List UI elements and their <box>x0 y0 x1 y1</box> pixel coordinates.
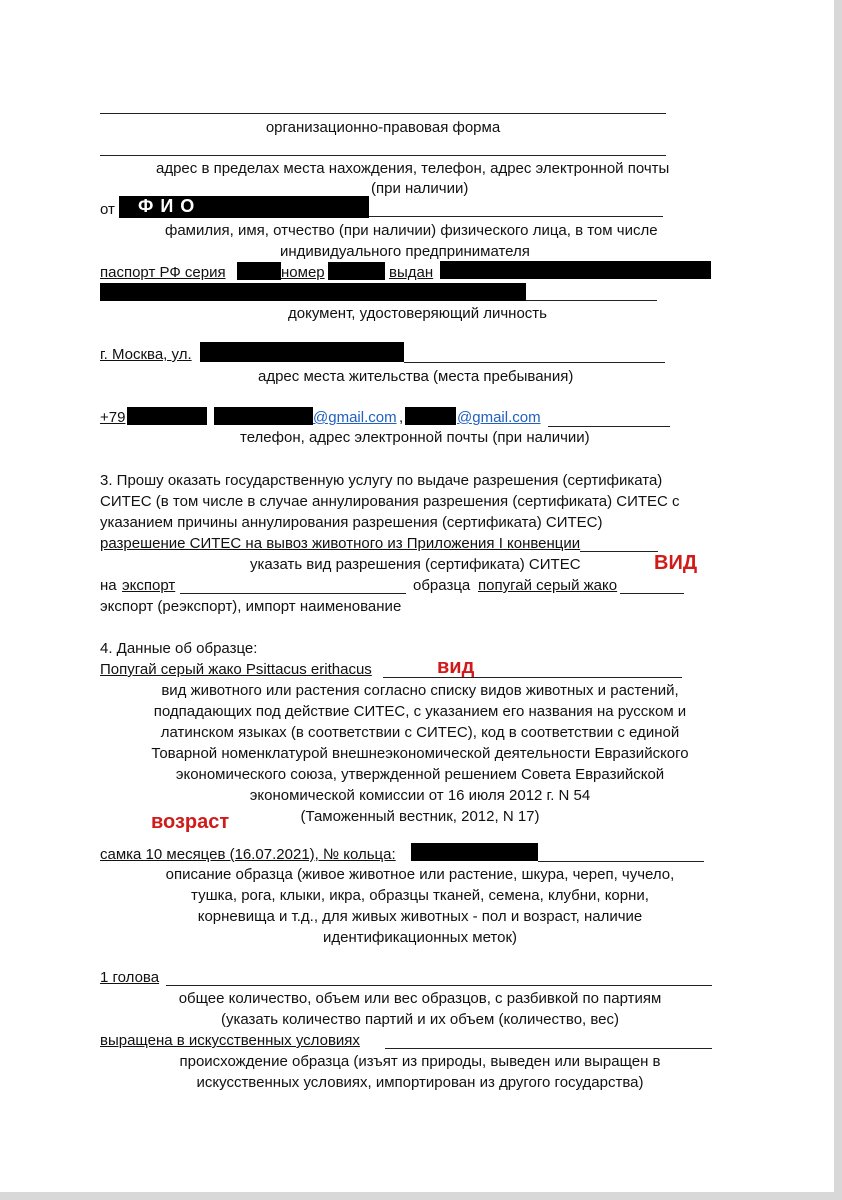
org-form-line <box>100 113 666 114</box>
export-value: экспорт <box>122 577 176 594</box>
redacted-email-1 <box>214 407 313 425</box>
phone-line <box>548 426 670 427</box>
redacted-issued-by-1 <box>440 261 711 279</box>
description-caption-2: тушка, рога, клыки, икра, образцы тканей, семена, клубни, корни, <box>191 887 649 904</box>
id-doc-line <box>526 300 657 301</box>
phone-prefix: +79 <box>100 409 126 426</box>
species-caption-3: латинском языках (в соответствии с СИТЕС), код в соответствии с единой <box>160 724 680 741</box>
quantity-caption-2: (указать количество партий и их объем (количество, вес) <box>220 1011 620 1028</box>
redacted-series <box>237 262 281 280</box>
item3-line-3: указанием причины аннулирования разрешения (сертификата) СИТЕС) <box>100 514 603 531</box>
description-line <box>538 861 704 862</box>
obraztsa-label: образца <box>413 577 471 594</box>
phone-email-caption: телефон, адрес электронной почты (при наличии) <box>240 429 590 446</box>
email-separator: , <box>399 409 404 426</box>
description-caption-3: корневища и т.д., для живых животных - пол и возраст, наличие <box>197 908 643 925</box>
sample-value: попугай серый жако <box>478 577 618 594</box>
item3-line-1: 3. Прошу оказать государственную услугу по выдаче разрешения (сертификата) <box>100 472 663 489</box>
export-caption: экспорт (реэкспорт), импорт наименование <box>100 598 402 615</box>
fio-overlay: ФИО <box>138 196 202 216</box>
address-line <box>100 155 666 156</box>
redacted-number <box>328 262 385 280</box>
item3-line-2: СИТЕС (в том числе в случае аннулирования разрешения (сертификата) СИТЕС с <box>100 493 680 510</box>
quantity-caption-1: общее количество, объем или вес образцов, с разбивкой по партиям <box>178 990 662 1007</box>
permit-value: разрешение СИТЕС на вывоз животного из Приложения I конвенции <box>100 535 581 552</box>
quantity-value: 1 голова <box>100 969 160 986</box>
redacted-phone <box>127 407 207 425</box>
vid-mark-1: ВИД <box>654 552 698 574</box>
origin-value: выращена в искусственных условиях <box>100 1032 360 1049</box>
residence-caption: адрес места жительства (места пребывания) <box>258 368 574 385</box>
species-value: Попугай серый жако Psittacus erithacus <box>100 661 372 678</box>
org-form-caption: организационно-правовая форма <box>265 119 501 136</box>
vid-mark-2: вид <box>437 656 475 678</box>
species-caption-6: экономической комиссии от 16 июля 2012 г. N 54 <box>249 787 591 804</box>
redacted-ring-number <box>411 843 538 861</box>
city-prefix: г. Москва, ул. <box>100 346 192 363</box>
id-doc-caption: документ, удостоверяющий личность <box>288 305 547 322</box>
description-value: самка 10 месяцев (16.07.2021), № кольца: <box>100 846 396 863</box>
item4-title: 4. Данные об образце: <box>100 640 258 657</box>
person-caption-2: индивидуального предпринимателя <box>280 243 530 260</box>
permit-caption: указать вид разрешения (сертификата) СИТЕС <box>250 556 581 573</box>
origin-caption-1: происхождение образца (изъят из природы, выведен или выращен в <box>179 1053 661 1070</box>
origin-line <box>385 1048 712 1049</box>
residence-line <box>404 362 665 363</box>
email-domain-2[interactable]: @gmail.com <box>457 409 541 426</box>
description-caption-4: идентификационных меток) <box>322 929 518 946</box>
species-line <box>383 677 682 678</box>
passport-issued-label: выдан <box>389 264 434 281</box>
address-caption-2: (при наличии) <box>371 180 469 197</box>
redacted-street <box>200 342 404 362</box>
age-mark: возраст <box>151 811 230 833</box>
redacted-issued-by-2 <box>100 283 526 301</box>
description-caption-1: описание образца (живое животное или растение, шкура, череп, чучело, <box>165 866 675 883</box>
species-caption-2: подпадающих под действие СИТЕС, с указанием его названия на русском и <box>153 703 687 720</box>
species-caption-1: вид животного или растения согласно списку видов животных и растений, <box>161 682 679 699</box>
redacted-email-2 <box>405 407 456 425</box>
species-caption-7: (Таможенный вестник, 2012, N 17) <box>300 808 540 825</box>
from-label: от <box>100 201 115 218</box>
person-caption-1: фамилия, имя, отчество (при наличии) физического лица, в том числе <box>165 222 658 239</box>
na-label: на <box>100 577 117 594</box>
origin-caption-2: искусственных условиях, импортирован из другого государства) <box>196 1074 644 1091</box>
quantity-line <box>166 985 712 986</box>
sample-line <box>620 593 684 594</box>
fio-line <box>369 216 663 217</box>
species-caption-5: экономического союза, утвержденной решением Совета Евразийской <box>175 766 665 783</box>
export-line <box>180 593 406 594</box>
email-domain-1[interactable]: @gmail.com <box>313 409 397 426</box>
address-caption-1: адрес в пределах места нахождения, телефон, адрес электронной почты <box>156 160 670 177</box>
permit-line <box>580 551 658 552</box>
species-caption-4: Товарной номенклатурой внешнеэкономической деятельности Евразийского <box>151 745 689 762</box>
passport-number-label: номер <box>281 264 325 281</box>
passport-series-label: паспорт РФ серия <box>100 264 226 281</box>
